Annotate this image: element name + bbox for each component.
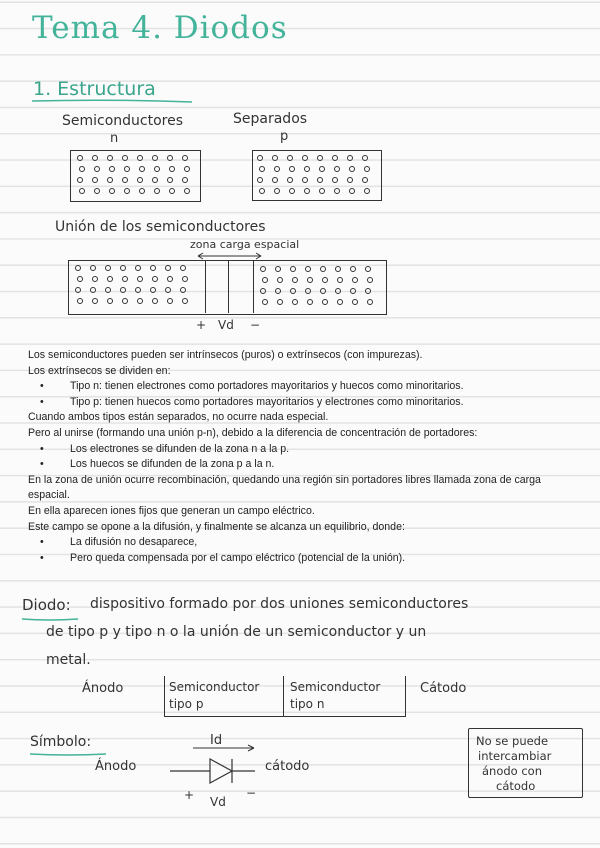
carrier-dot: [77, 298, 83, 304]
carrier-dot: [365, 266, 371, 272]
carrier-dot: [152, 155, 158, 161]
carrier-dot: [335, 266, 341, 272]
carrier-dot: [150, 287, 156, 293]
carrier-dot: [292, 277, 298, 283]
junction-center-line: [228, 260, 229, 313]
carrier-dot: [182, 155, 188, 161]
carrier-dot: [167, 276, 173, 282]
carrier-dot: [320, 288, 326, 294]
bullet-item: [28, 379, 573, 395]
carrier-dot: [109, 188, 115, 194]
diodo-definition-2: de tipo p y tipo n o la unión de un semiconductor y un: [46, 624, 427, 640]
carrier-dot: [304, 166, 310, 172]
carrier-dot: [184, 188, 190, 194]
carrier-dot: [367, 299, 373, 305]
carrier-dot: [277, 277, 283, 283]
carrier-dot: [90, 265, 96, 271]
carrier-dot: [180, 287, 186, 293]
heading-underline: [30, 98, 195, 104]
table-divider: [283, 676, 284, 716]
carrier-dot: [167, 298, 173, 304]
bullet-text: Pero queda compensada por el campo eléctrico (potencial de la unión).: [70, 551, 406, 564]
carrier-dot: [364, 188, 370, 194]
carrier-dot: [287, 177, 293, 183]
carrier-dot: [182, 177, 188, 183]
carrier-dot: [92, 177, 98, 183]
carrier-dot: [124, 166, 130, 172]
carrier-dot: [352, 299, 358, 305]
note-line: cátodo: [496, 779, 536, 793]
carrier-dot: [319, 166, 325, 172]
bullet-item: [28, 457, 573, 473]
carrier-dot: [305, 266, 311, 272]
carrier-dot: [122, 177, 128, 183]
label-p: p: [280, 129, 289, 144]
carrier-dot: [290, 288, 296, 294]
carrier-dot: [332, 155, 338, 161]
carrier-dot: [77, 155, 83, 161]
carrier-dot: [137, 298, 143, 304]
label-n: n: [110, 131, 119, 146]
cell-n-line1: Semiconductor: [290, 680, 381, 694]
carrier-dot: [92, 298, 98, 304]
carrier-dot: [304, 188, 310, 194]
cell-p-line1: Semiconductor: [169, 680, 260, 694]
carrier-dot: [120, 265, 126, 271]
bullet-item: [28, 395, 573, 411]
carrier-dot: [337, 299, 343, 305]
carrier-dot: [347, 177, 353, 183]
carrier-dot: [275, 288, 281, 294]
carrier-dot: [275, 266, 281, 272]
carrier-dot: [274, 166, 280, 172]
carrier-dot: [137, 177, 143, 183]
carrier-dot: [184, 166, 190, 172]
carrier-dot: [77, 276, 83, 282]
diodo-underline: [20, 617, 80, 622]
carrier-dot: [79, 188, 85, 194]
carrier-dot: [350, 288, 356, 294]
carrier-dot: [289, 166, 295, 172]
carrier-dot: [272, 177, 278, 183]
carrier-dot: [139, 188, 145, 194]
carrier-dot: [105, 287, 111, 293]
vd-label: Vd: [218, 318, 234, 332]
carrier-dot: [292, 299, 298, 305]
carrier-dot: [334, 166, 340, 172]
carrier-dot: [317, 155, 323, 161]
explanation-text: [28, 348, 573, 566]
diodo-definition-1: dispositivo formado por dos uniones semiconductores: [90, 596, 469, 612]
vd-plus: +: [196, 318, 207, 332]
carrier-dot: [262, 277, 268, 283]
carrier-dot: [180, 265, 186, 271]
carrier-dot: [182, 276, 188, 282]
note-line: ánodo con: [482, 764, 543, 778]
bullet-item: [28, 535, 573, 551]
carrier-dot: [122, 298, 128, 304]
carrier-dot: [135, 265, 141, 271]
carrier-dot: [277, 299, 283, 305]
carrier-dot: [332, 177, 338, 183]
carrier-dot: [107, 298, 113, 304]
page-title: Tema 4. Diodos: [32, 10, 288, 46]
carrier-dot: [165, 265, 171, 271]
bullet-item: [28, 551, 573, 567]
vd-minus: −: [250, 318, 261, 332]
current-arrow-icon: [190, 743, 260, 753]
carrier-dot: [320, 266, 326, 272]
carrier-dot: [150, 265, 156, 271]
bullet-item: [28, 442, 573, 458]
cell-p-line2: tipo p: [169, 697, 204, 711]
symbol-anodo-label: Ánodo: [95, 759, 137, 774]
bullet-text: Tipo p: tienen huecos como portadores mayoritarios y electrones como minoritarios.: [70, 395, 464, 408]
carrier-dot: [367, 277, 373, 283]
carrier-dot: [337, 277, 343, 283]
carrier-dot: [124, 188, 130, 194]
bullet-text: Tipo n: tienen electrones como portadores mayoritarios y huecos como minoritarios.: [70, 380, 464, 393]
carrier-dot: [319, 188, 325, 194]
carrier-dot: [335, 288, 341, 294]
carrier-dot: [152, 298, 158, 304]
carrier-dot: [302, 177, 308, 183]
carrier-dot: [109, 166, 115, 172]
carrier-dot: [322, 299, 328, 305]
carrier-dot: [307, 277, 313, 283]
carrier-dot: [364, 166, 370, 172]
carrier-dot: [165, 287, 171, 293]
symbol-minus: −: [246, 786, 257, 800]
carrier-dot: [79, 166, 85, 172]
carrier-dot: [362, 155, 368, 161]
carrier-dot: [349, 166, 355, 172]
carrier-dot: [120, 287, 126, 293]
carrier-dot: [349, 188, 355, 194]
carrier-dot: [94, 166, 100, 172]
id-label: Id: [210, 733, 223, 748]
bullet-text: Los electrones se difunden de la zona n a la p.: [70, 442, 290, 455]
carrier-dot: [334, 188, 340, 194]
carrier-dot: [307, 299, 313, 305]
carrier-dot: [137, 276, 143, 282]
carrier-dot: [257, 155, 263, 161]
carrier-dot: [365, 288, 371, 294]
diodo-definition-3: metal.: [46, 652, 91, 668]
carrier-dot: [107, 155, 113, 161]
text-line: Los extrínsecos se dividen en:: [28, 364, 171, 377]
carrier-dot: [122, 155, 128, 161]
carrier-dot: [290, 266, 296, 272]
carrier-dot: [122, 276, 128, 282]
symbol-vd: Vd: [210, 795, 226, 809]
diodo-term: Diodo:: [22, 596, 71, 614]
anodo-label: Ánodo: [82, 681, 124, 696]
bullet-text: Los huecos se difunden de la zona p a la n.: [70, 458, 275, 471]
carrier-dot: [169, 166, 175, 172]
carrier-dot: [182, 298, 188, 304]
carrier-dot: [154, 166, 160, 172]
bullet-text: La difusión no desaparece,: [70, 536, 198, 549]
carrier-dot: [90, 287, 96, 293]
simbolo-underline: [28, 752, 108, 757]
carrier-dot: [287, 155, 293, 161]
note-line: intercambiar: [478, 749, 552, 763]
carrier-dot: [75, 287, 81, 293]
carrier-dot: [317, 177, 323, 183]
carrier-dot: [259, 188, 265, 194]
carrier-dot: [92, 155, 98, 161]
carrier-dot: [260, 288, 266, 294]
carrier-dot: [139, 166, 145, 172]
carrier-dot: [105, 265, 111, 271]
cell-n-line2: tipo n: [290, 697, 325, 711]
label-depletion-zone: zona carga espacial: [190, 238, 300, 251]
carrier-dot: [77, 177, 83, 183]
text-line: Pero al unirse (formando una unión p-n), debido a la diferencia de concentración de portadores:: [28, 426, 478, 439]
carrier-dot: [302, 155, 308, 161]
note-line: No se puede: [476, 734, 549, 748]
carrier-dot: [289, 188, 295, 194]
carrier-dot: [152, 276, 158, 282]
carrier-dot: [362, 177, 368, 183]
carrier-dot: [305, 288, 311, 294]
symbol-plus: +: [184, 788, 195, 802]
carrier-dot: [259, 166, 265, 172]
carrier-dot: [352, 277, 358, 283]
carrier-dot: [260, 266, 266, 272]
carrier-dot: [137, 155, 143, 161]
text-line: Este campo se opone a la difusión, y finalmente se alcanza un equilibrio, donde:: [28, 520, 405, 533]
section-heading: 1. Estructura: [33, 78, 156, 100]
text-line: Los semiconductores pueden ser intrínsecos (puros) o extrínsecos (con impurezas).: [28, 349, 423, 361]
catodo-label: Cátodo: [420, 681, 467, 696]
carrier-dot: [257, 177, 263, 183]
carrier-dot: [107, 177, 113, 183]
carrier-dot: [167, 177, 173, 183]
carrier-dot: [154, 188, 160, 194]
junction-right-edge: [253, 260, 254, 313]
carrier-dot: [169, 188, 175, 194]
label-separados: Separados: [233, 111, 308, 127]
carrier-dot: [272, 155, 278, 161]
text-line: Cuando ambos tipos están separados, no ocurre nada especial.: [28, 411, 329, 424]
carrier-dot: [75, 265, 81, 271]
carrier-dot: [350, 266, 356, 272]
carrier-dot: [322, 277, 328, 283]
carrier-dot: [347, 155, 353, 161]
symbol-catodo-label: cátodo: [265, 759, 310, 774]
carrier-dot: [107, 276, 113, 282]
simbolo-label: Símbolo:: [30, 734, 92, 750]
label-union: Unión de los semiconductores: [55, 219, 266, 235]
diode-symbol-icon: [170, 755, 255, 789]
text-line: En ella aparecen iones fijos que generan un campo eléctrico.: [28, 504, 315, 517]
label-semiconductores: Semiconductores: [62, 113, 184, 129]
carrier-dot: [94, 188, 100, 194]
carrier-dot: [152, 177, 158, 183]
carrier-dot: [274, 188, 280, 194]
text-line: En la zona de unión ocurre recombinación, quedando una región sin portadores libres llamada zona de carga espacial.: [28, 473, 541, 502]
carrier-dot: [167, 155, 173, 161]
carrier-dot: [135, 287, 141, 293]
carrier-dot: [262, 299, 268, 305]
carrier-dot: [92, 276, 98, 282]
junction-left-edge: [205, 260, 206, 313]
